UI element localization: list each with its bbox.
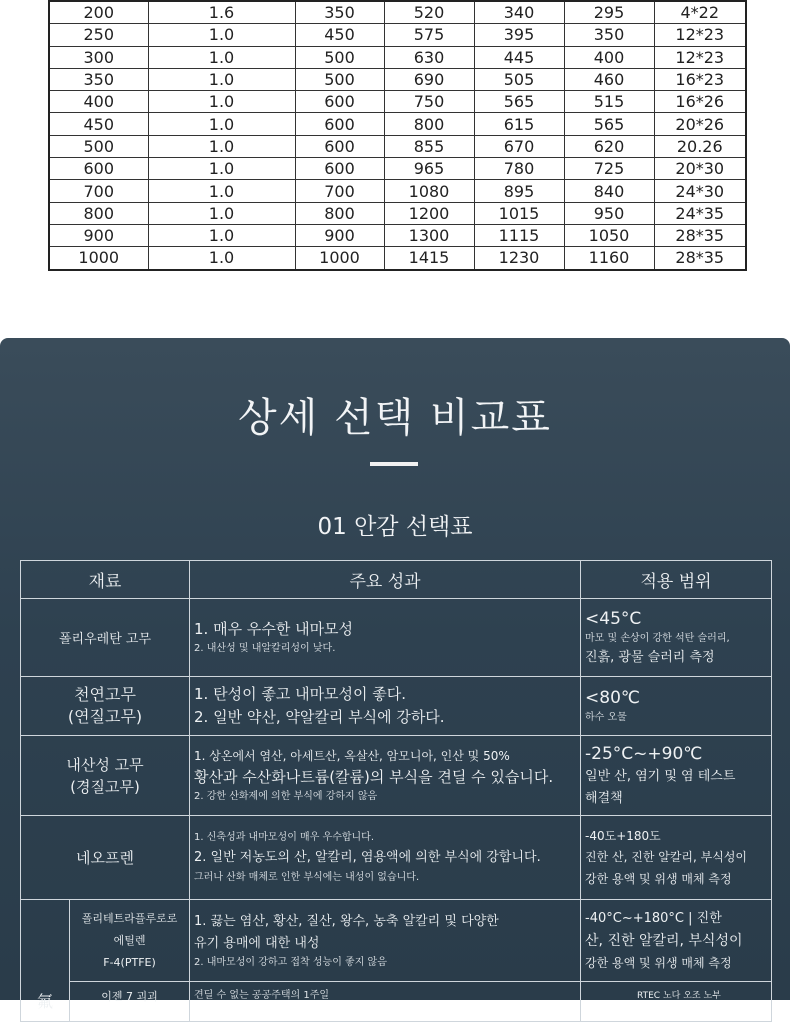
- performance-cell: [190, 736, 581, 816]
- table-row: [49, 24, 746, 46]
- table-cell: 1.0: [148, 202, 295, 224]
- table-row: [49, 224, 746, 246]
- table-cell: 1415: [384, 247, 474, 270]
- table-cell: 24*30: [654, 180, 746, 202]
- range-line: 산, 진한 알칼리, 부식성이: [585, 932, 743, 949]
- range-line: 진흙, 광물 슬러리 측정: [585, 649, 715, 665]
- performance-cell: [190, 982, 581, 1022]
- table-row: [21, 677, 772, 736]
- performance-line: 1. 매우 우수한 내마모성: [194, 620, 354, 638]
- table-row: [49, 46, 746, 68]
- table-cell: 1.0: [148, 68, 295, 90]
- table-cell: 1.0: [148, 158, 295, 180]
- table-cell: 250: [49, 24, 148, 46]
- table-row: [49, 158, 746, 180]
- table-cell: 460: [564, 68, 654, 90]
- table-header-row: [21, 561, 772, 599]
- table-cell: 840: [564, 180, 654, 202]
- table-cell: 565: [474, 91, 564, 113]
- material-cell: 폴리테트라플루로로 에틸렌 F-4(PTFE): [70, 900, 190, 982]
- range-line: 하수 오물: [585, 712, 627, 723]
- table-cell: 500: [295, 68, 384, 90]
- range-temp: <80℃: [585, 688, 640, 708]
- table-cell: 900: [295, 224, 384, 246]
- table-cell: 500: [295, 46, 384, 68]
- table-cell: 780: [474, 158, 564, 180]
- table-cell: 895: [474, 180, 564, 202]
- table-cell: 600: [295, 113, 384, 135]
- table-cell: 395: [474, 24, 564, 46]
- range-line: 강한 용액 및 위생 매체 측정: [585, 871, 732, 886]
- table-cell: 4*22: [654, 1, 746, 24]
- table-cell: 28*35: [654, 224, 746, 246]
- material-cell: 천연고무 (연질고무): [21, 677, 190, 736]
- range-cell: [581, 736, 772, 816]
- performance-line: 1. 탄성이 좋고 내마모성이 좋다.: [194, 685, 407, 703]
- performance-line: 2. 내마모성이 강하고 접착 성능이 좋지 않음: [194, 956, 387, 968]
- table-cell: 16*26: [654, 91, 746, 113]
- lining-comparison-table: [20, 560, 772, 1022]
- table-cell: 690: [384, 68, 474, 90]
- table-cell: 24*35: [654, 202, 746, 224]
- table-cell: 1.0: [148, 247, 295, 270]
- table-cell: 16*23: [654, 68, 746, 90]
- table-cell: 1.6: [148, 1, 295, 24]
- table-cell: 750: [384, 91, 474, 113]
- table-cell: 670: [474, 135, 564, 157]
- table-cell: 855: [384, 135, 474, 157]
- fluorine-group-cell: [21, 900, 70, 1022]
- range-line: 일반 산, 염기 및 염 테스트: [585, 768, 736, 784]
- comparison-panel: [0, 338, 790, 1011]
- table-row: [49, 135, 746, 157]
- table-cell: 450: [49, 113, 148, 135]
- material-cell: 이젠 7 괴괴: [70, 982, 190, 1022]
- table-cell: 340: [474, 1, 564, 24]
- table-cell: 1015: [474, 202, 564, 224]
- performance-line: 1. 신축성과 내마모성이 매우 우수합니다.: [194, 831, 375, 843]
- performance-line: 황산과 수산화나트륨(칼륨)의 부식을 견딜 수 있습니다.: [194, 768, 554, 786]
- performance-cell: [190, 599, 581, 677]
- table-row: [49, 180, 746, 202]
- table-cell: 630: [384, 46, 474, 68]
- range-cell: [581, 900, 772, 982]
- table-cell: 350: [49, 68, 148, 90]
- table-row: [21, 599, 772, 677]
- table-cell: 1050: [564, 224, 654, 246]
- performance-line: 그러나 산화 매체로 인한 부식에는 내성이 없습니다.: [194, 871, 420, 883]
- table-cell: 1.0: [148, 46, 295, 68]
- material-cell: 내산성 고무 (경질고무): [21, 736, 190, 816]
- table-cell: 900: [49, 224, 148, 246]
- table-cell: 1.0: [148, 180, 295, 202]
- table-cell: 600: [49, 158, 148, 180]
- table-cell: 1.0: [148, 135, 295, 157]
- table-cell: 800: [384, 113, 474, 135]
- performance-line: 2. 강한 산화제에 의한 부식에 강하지 않음: [194, 791, 378, 802]
- range-cell: [581, 816, 772, 900]
- table-cell: 1160: [564, 247, 654, 270]
- range-temp: -40도+180도: [585, 828, 661, 843]
- table-cell: 350: [564, 24, 654, 46]
- performance-cell: [190, 816, 581, 900]
- table-row: [49, 68, 746, 90]
- section-title: 상세 선택 비교표: [238, 395, 552, 441]
- table-row: [49, 91, 746, 113]
- performance-line: 1. 상온에서 염산, 아세트산, 옥살산, 암모니아, 인산 및 50%: [194, 749, 510, 763]
- table-cell: 620: [564, 135, 654, 157]
- table-cell: 565: [564, 113, 654, 135]
- table-row: [21, 982, 772, 1022]
- performance-line: 유기 용매에 대한 내성: [194, 935, 320, 951]
- performance-line: 2. 일반 약산, 약알칼리 부식에 강하다.: [194, 708, 445, 726]
- table-cell: 725: [564, 158, 654, 180]
- range-cell: [581, 599, 772, 677]
- range-temp: <45°C: [585, 608, 642, 629]
- range-line: 강한 용액 및 위생 매체 측정: [585, 955, 732, 970]
- range-line: 진한 산, 진한 알칼리, 부식성이: [585, 849, 748, 864]
- table-cell: 1000: [49, 247, 148, 270]
- table-cell: 1230: [474, 247, 564, 270]
- table-cell: 200: [49, 1, 148, 24]
- table-cell: 600: [295, 158, 384, 180]
- performance-cell: [190, 900, 581, 982]
- table-cell: 295: [564, 1, 654, 24]
- spec-table: [48, 0, 747, 271]
- table-row: [21, 736, 772, 816]
- header-material: 재료: [21, 561, 190, 599]
- table-row: [49, 113, 746, 135]
- table-cell: 800: [295, 202, 384, 224]
- table-cell: 1000: [295, 247, 384, 270]
- performance-line: 1. 끓는 염산, 황산, 질산, 왕수, 농축 알칼리 및 다양한: [194, 913, 499, 929]
- table-cell: 600: [295, 135, 384, 157]
- table-cell: 445: [474, 46, 564, 68]
- range-line: 마모 및 손상이 강한 석탄 슬러리,: [585, 632, 730, 644]
- table-row: [49, 247, 746, 270]
- table-cell: 28*35: [654, 247, 746, 270]
- table-row: [21, 900, 772, 982]
- section-subtitle: 01 안감 선택표: [317, 514, 473, 540]
- title-underline: [370, 462, 418, 466]
- range-temp: -25°C~+90℃: [585, 743, 703, 764]
- table-cell: 515: [564, 91, 654, 113]
- range-line: 해결책: [585, 790, 623, 806]
- table-cell: 12*23: [654, 46, 746, 68]
- table-cell: 400: [49, 91, 148, 113]
- table-cell: 520: [384, 1, 474, 24]
- table-cell: 1.0: [148, 224, 295, 246]
- table-cell: 20*26: [654, 113, 746, 135]
- header-performance: 주요 성과: [190, 561, 581, 599]
- table-cell: 505: [474, 68, 564, 90]
- fluorine-group-label: 氟: [36, 992, 53, 1011]
- range-line: -40°C~+180°C | 진한: [585, 910, 722, 926]
- performance-cell: [190, 677, 581, 736]
- table-cell: 500: [49, 135, 148, 157]
- table-cell: 950: [564, 202, 654, 224]
- table-cell: 700: [49, 180, 148, 202]
- table-cell: 400: [564, 46, 654, 68]
- table-cell: 20.26: [654, 135, 746, 157]
- header-range: 적용 범위: [581, 561, 772, 599]
- performance-line: 견딜 수 없는 공공주택의 1주일: [194, 990, 330, 1001]
- range-cell: [581, 677, 772, 736]
- table-cell: 300: [49, 46, 148, 68]
- table-cell: 1.0: [148, 24, 295, 46]
- table-cell: 450: [295, 24, 384, 46]
- performance-line: 2. 일반 저농도의 산, 알칼리, 염용액에 의한 부식에 강합니다.: [194, 849, 541, 865]
- table-cell: 965: [384, 158, 474, 180]
- table-row: [21, 816, 772, 900]
- table-row: [49, 1, 746, 24]
- table-cell: 600: [295, 91, 384, 113]
- table-cell: 1115: [474, 224, 564, 246]
- material-cell: 폴리우레탄 고무: [21, 599, 190, 677]
- table-cell: 700: [295, 180, 384, 202]
- table-cell: 1080: [384, 180, 474, 202]
- table-cell: 575: [384, 24, 474, 46]
- table-cell: 1300: [384, 224, 474, 246]
- performance-line: 2. 내산성 및 내알칼리성이 낮다.: [194, 643, 336, 654]
- spec-table-body: [49, 1, 746, 270]
- table-cell: 1.0: [148, 91, 295, 113]
- spec-table-container: [48, 0, 745, 270]
- table-cell: 615: [474, 113, 564, 135]
- table-row: [49, 202, 746, 224]
- range-line: RTEC 노다 오조 노부: [637, 991, 721, 1001]
- table-cell: 1200: [384, 202, 474, 224]
- table-cell: 12*23: [654, 24, 746, 46]
- range-cell: [581, 982, 772, 1022]
- table-cell: 20*30: [654, 158, 746, 180]
- table-cell: 800: [49, 202, 148, 224]
- table-cell: 350: [295, 1, 384, 24]
- material-cell: 네오프렌: [21, 816, 190, 900]
- table-cell: 1.0: [148, 113, 295, 135]
